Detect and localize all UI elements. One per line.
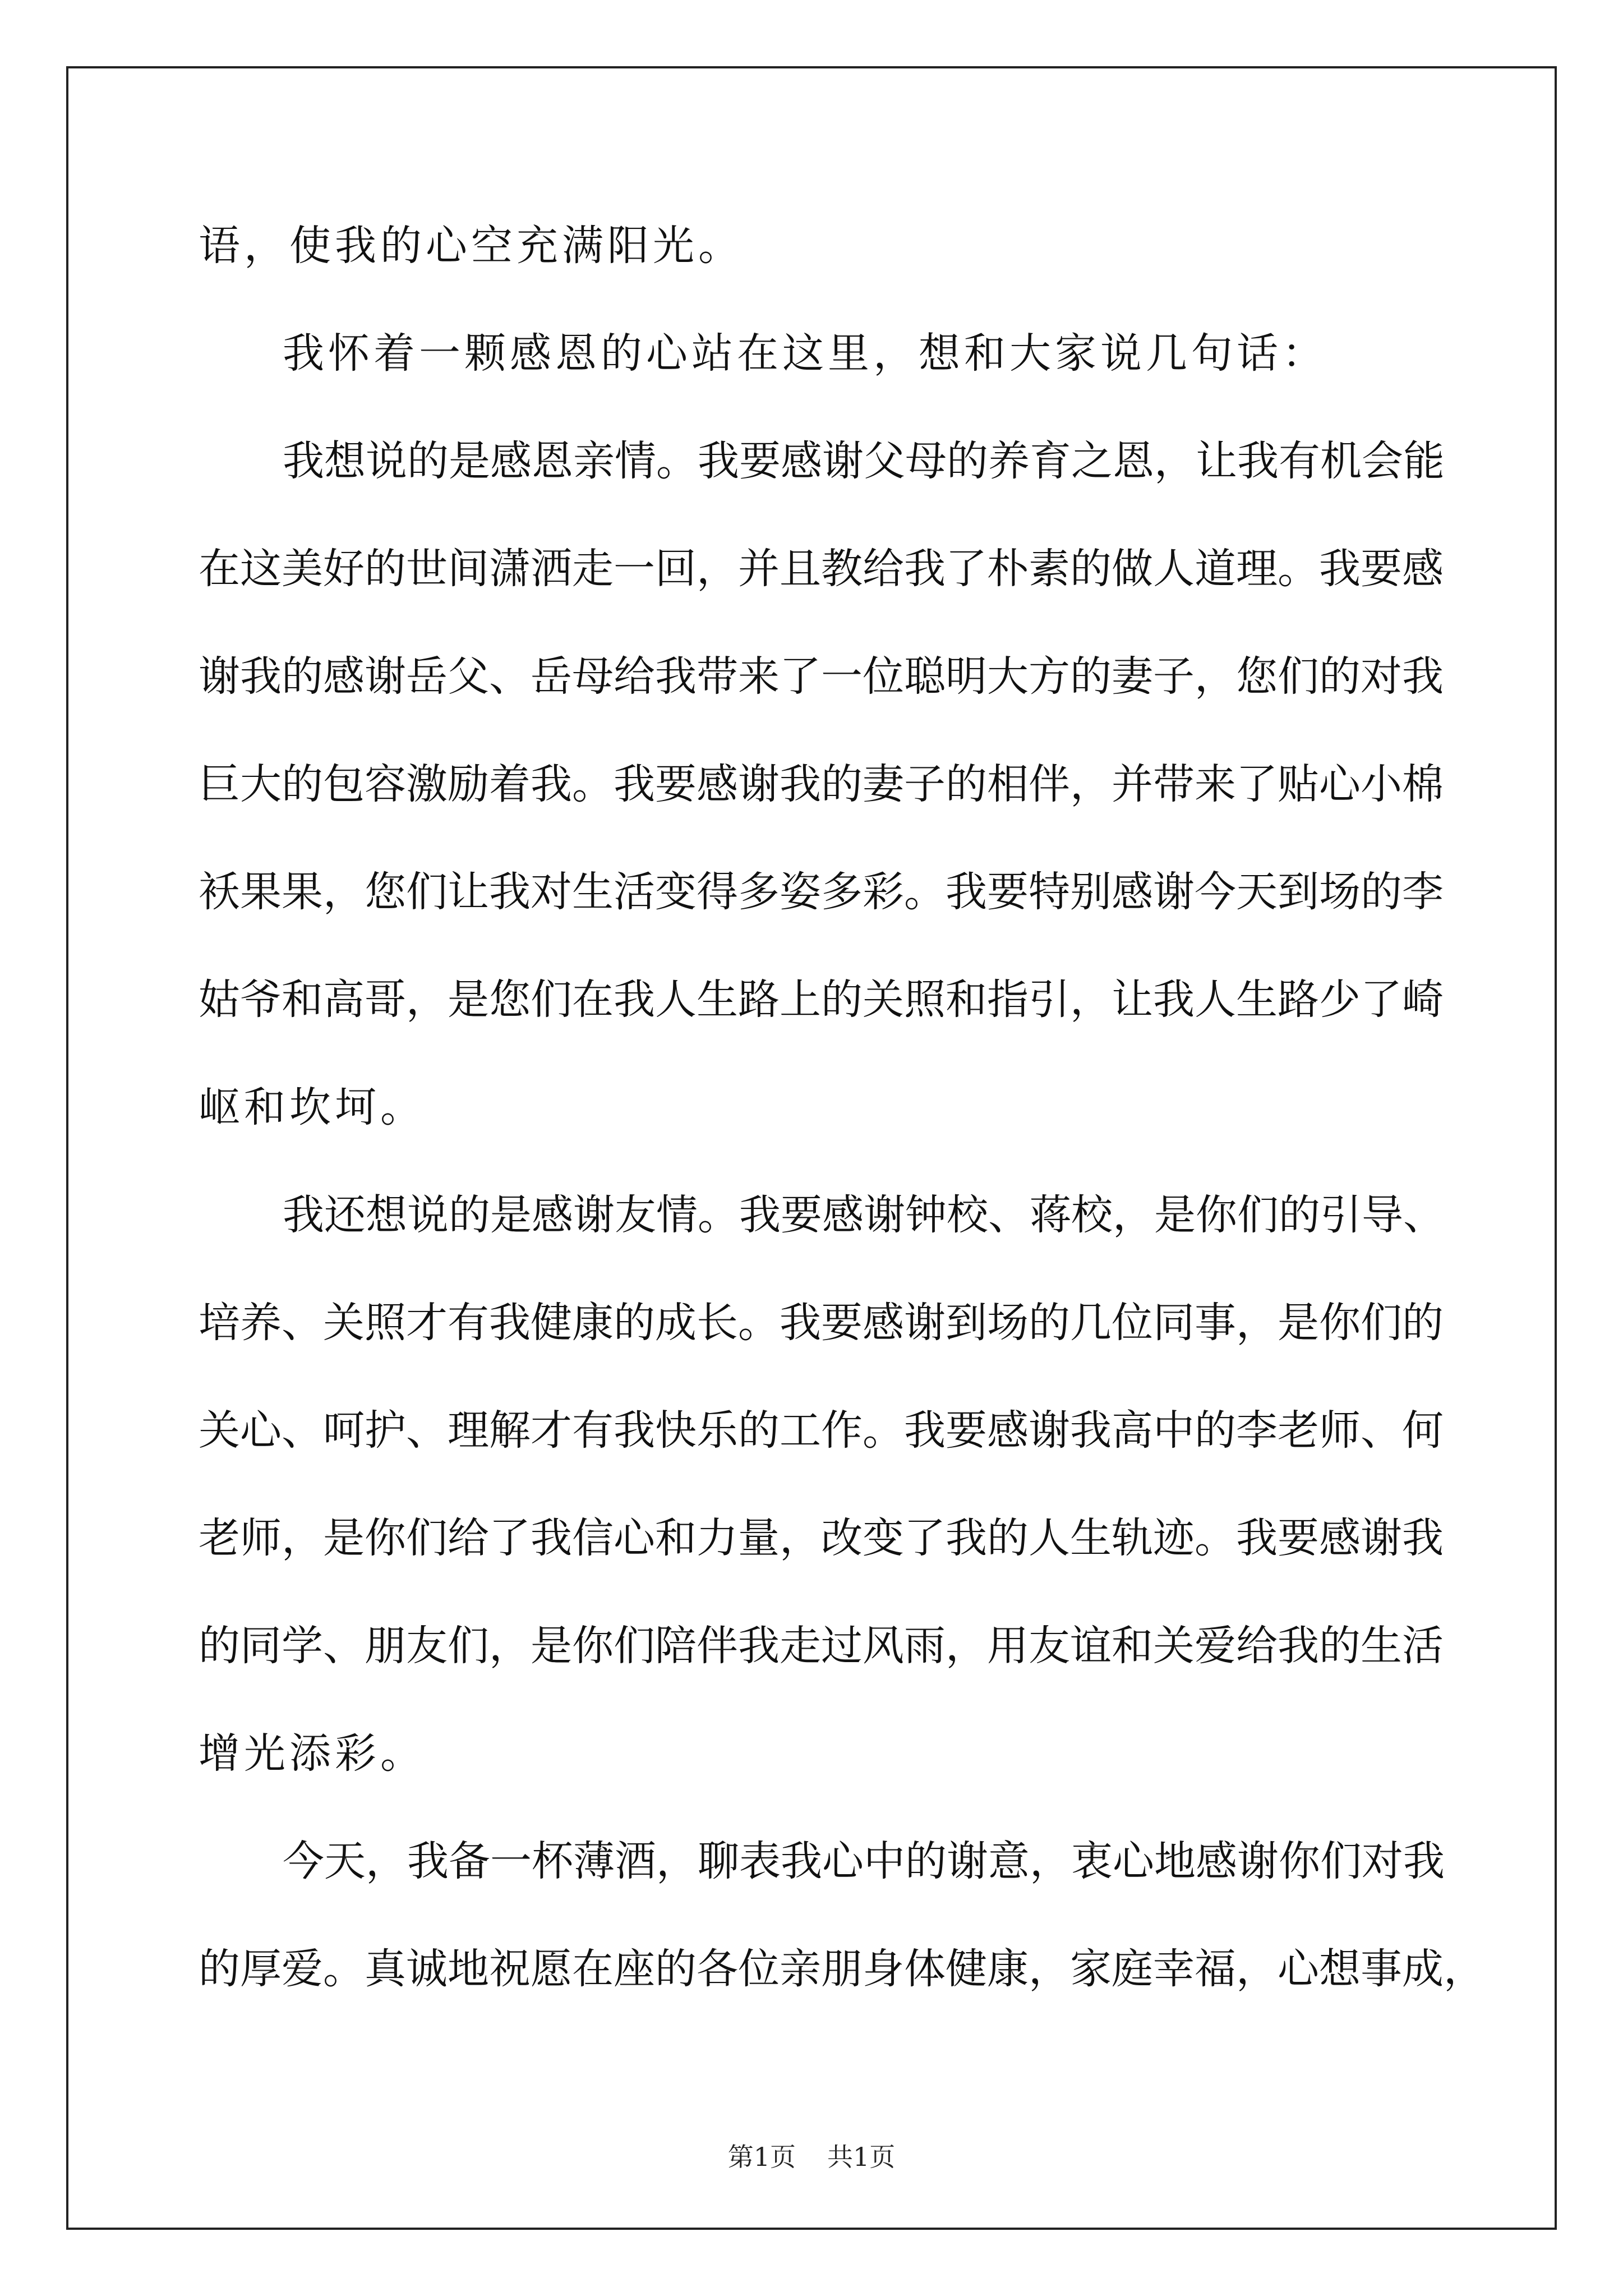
text-line: 的厚爱。真诚地祝愿在座的各位亲朋身体健康，家庭幸福，心想事成， (199, 1945, 1485, 1993)
text-line: 今天，我备一杯薄酒，聊表我心中的谢意，衷心地感谢你们对我 (283, 1837, 1445, 1885)
text-line: 谢我的感谢岳父、岳母给我带来了一位聪明大方的妻子，您们的对我 (199, 652, 1444, 701)
text-line: 在这美好的世间潇洒走一回，并且教给我了朴素的做人道理。我要感 (199, 545, 1444, 593)
text-line: 关心、呵护、理解才有我快乐的工作。我要感谢我高中的李老师、何 (199, 1406, 1444, 1455)
text-line: 的同学、朋友们，是你们陪伴我走过风雨，用友谊和关爱给我的生活 (199, 1622, 1444, 1670)
text-line: 我还想说的是感谢友情。我要感谢钟校、蒋校，是你们的引导、 (283, 1191, 1445, 1239)
page-footer (0, 2140, 1623, 2174)
text-line: 我想说的是感恩亲情。我要感谢父母的养育之恩，让我有机会能 (283, 437, 1445, 485)
text-line: 巨大的包容激励着我。我要感谢我的妻子的相伴，并带来了贴心小棉 (199, 760, 1444, 808)
text-line: 语，使我的心空充满阳光。 (199, 222, 744, 270)
page-number-total: 共1页 (827, 2142, 896, 2172)
document-body (199, 192, 1485, 2023)
text-line: 我怀着一颗感恩的心站在这里，想和大家说几句话： (283, 329, 1327, 378)
text-line: 袄果果，您们让我对生活变得多姿多彩。我要特别感谢今天到场的李 (199, 868, 1444, 916)
text-line: 培养、关照才有我健康的成长。我要感谢到场的几位同事，是你们的 (199, 1299, 1444, 1347)
page-number-current: 第1页 (727, 2142, 796, 2172)
text-line: 增光添彩。 (199, 1729, 426, 1778)
text-line: 老师，是你们给了我信心和力量，改变了我的人生轨迹。我要感谢我 (199, 1514, 1444, 1562)
text-line: 姑爷和高哥，是您们在我人生路上的关照和指引，让我人生路少了崎 (199, 976, 1444, 1024)
text-line: 岖和坎坷。 (199, 1083, 426, 1131)
